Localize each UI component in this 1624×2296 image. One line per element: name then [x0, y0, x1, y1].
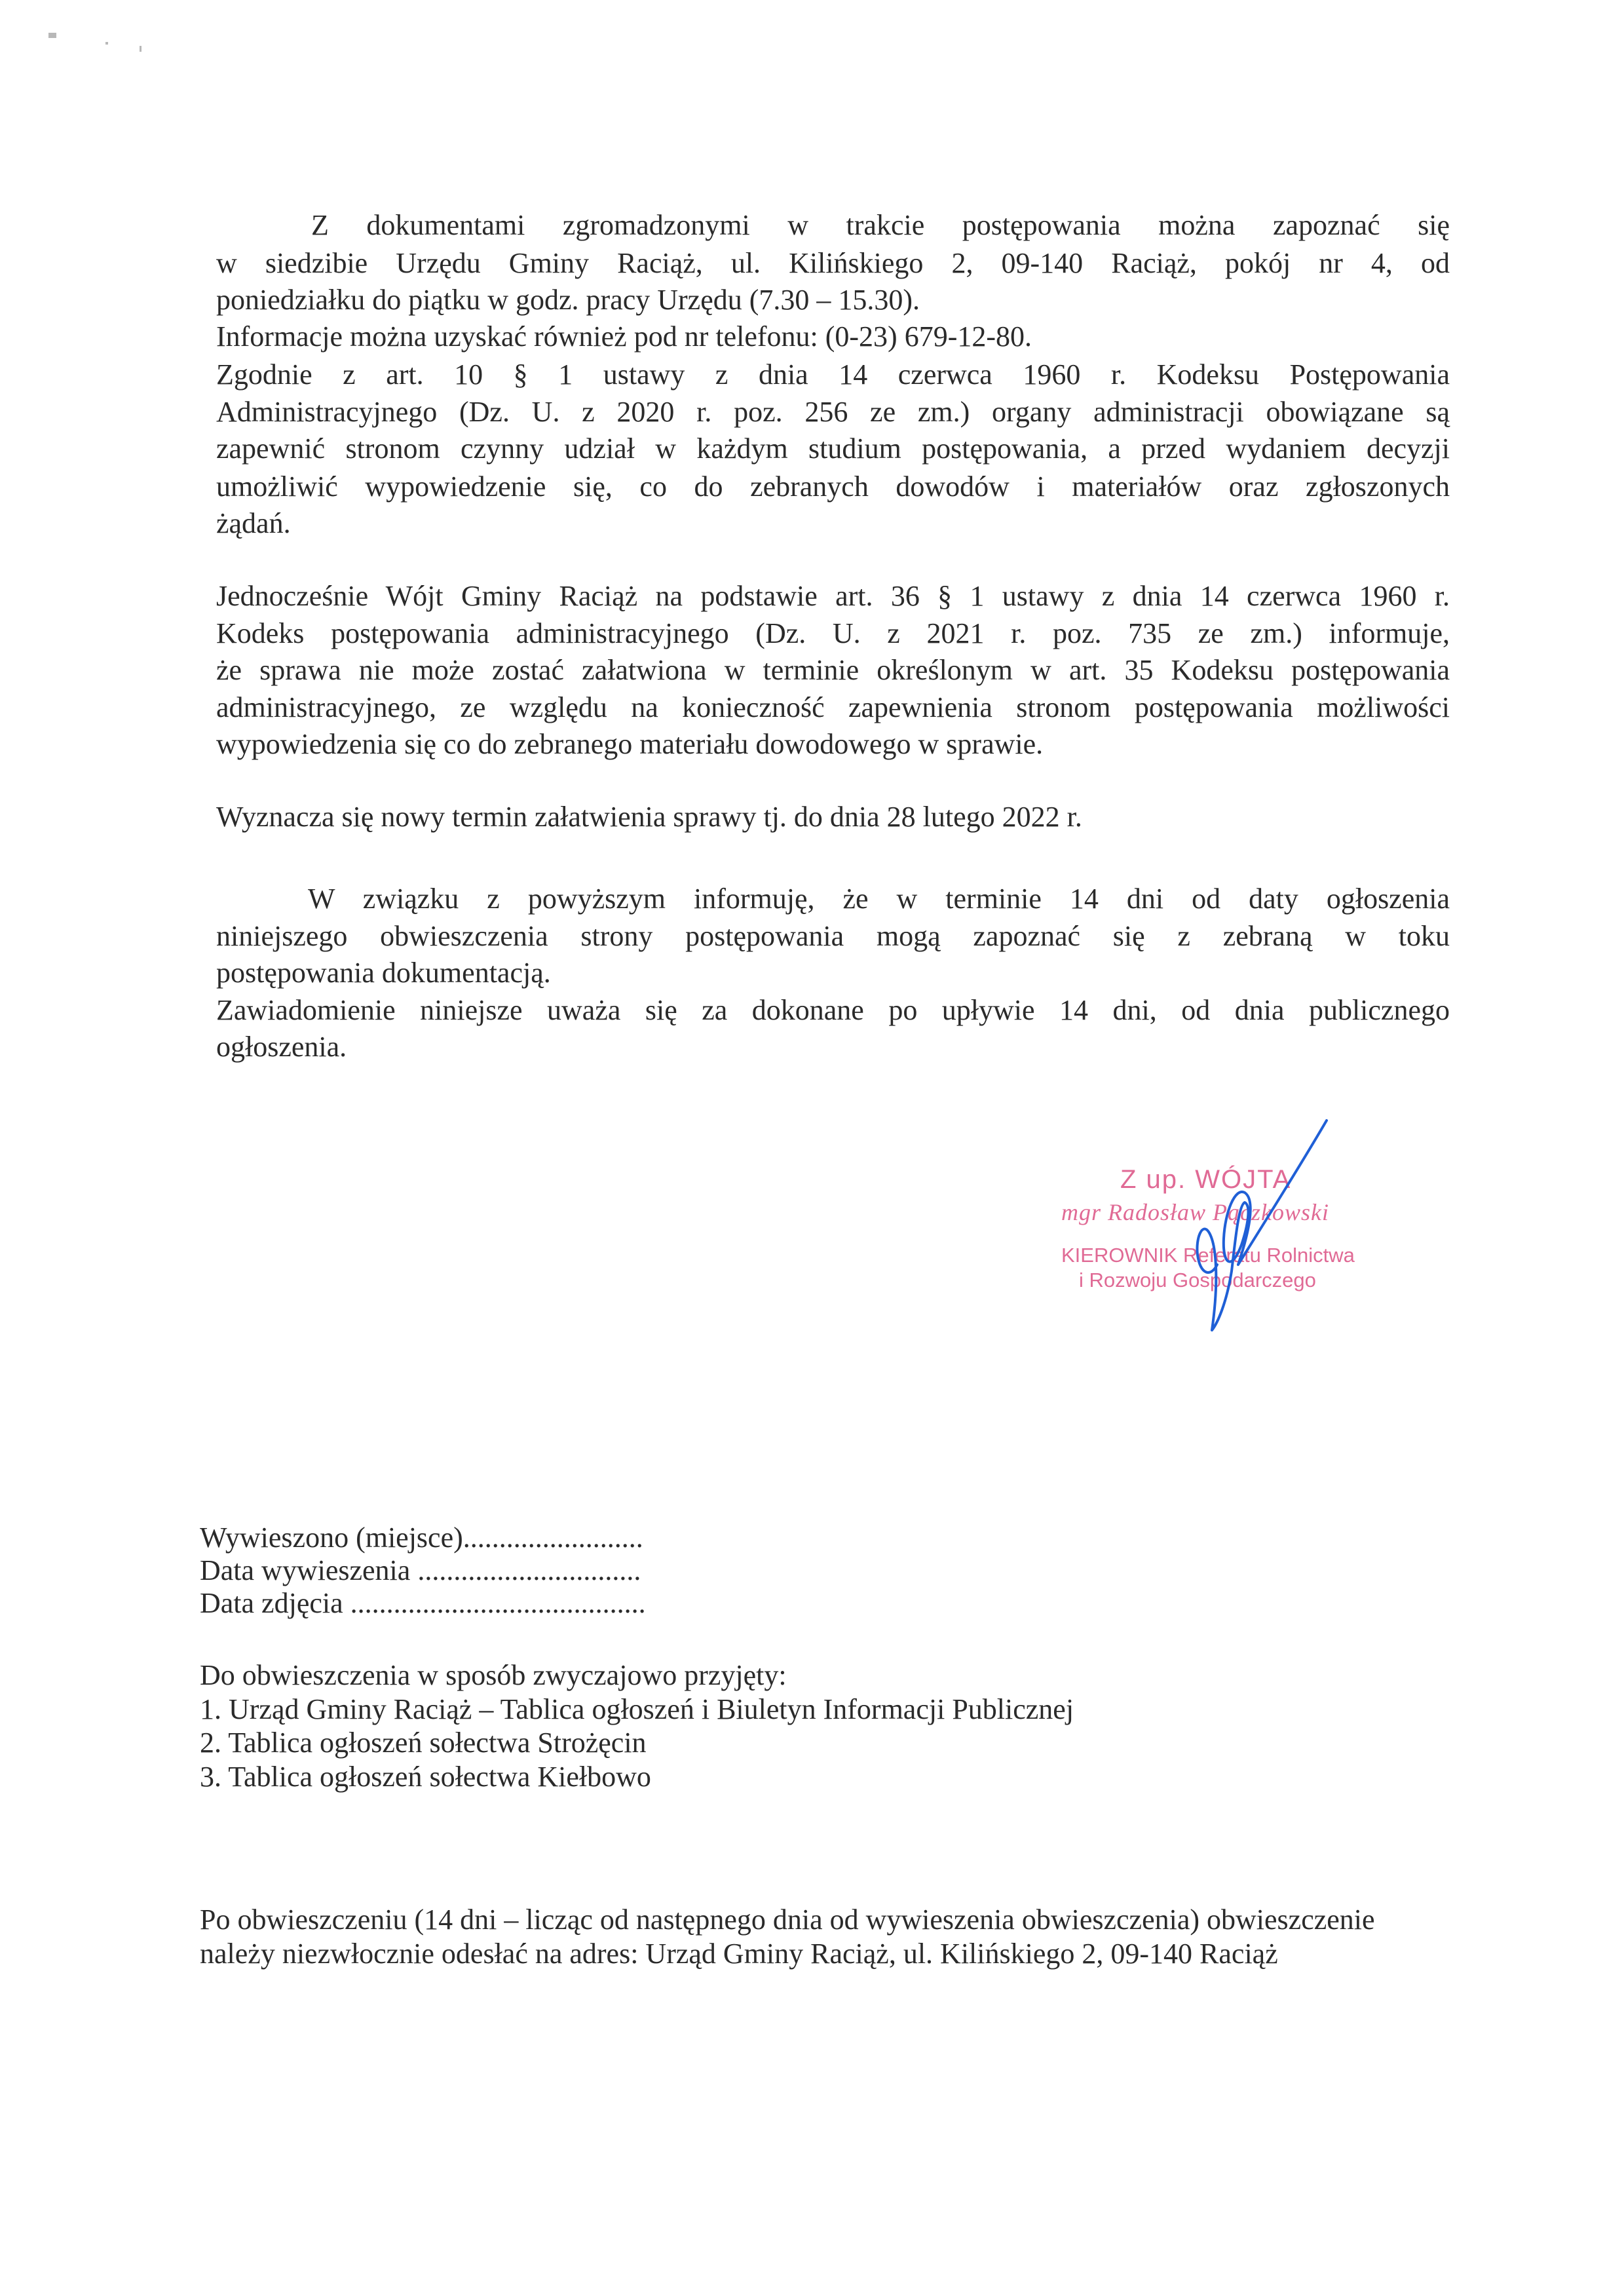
- stamp-title: KIEROWNIK Referatu Rolnictwa: [1061, 1244, 1355, 1267]
- text-line: Informacje można uzyskać również pod nr telefonu: (0-23) 679-12-80.: [216, 320, 1032, 353]
- text-line: postępowania dokumentacją.: [216, 957, 551, 989]
- text-line: Wyznacza się nowy termin załatwienia sprawy tj. do dnia 28 lutego 2022 r.: [216, 801, 1082, 833]
- text-line: Kodeks postępowania administracyjnego (Dz. U. z 2021 r. poz. 735 ze zm.) informuje,: [216, 617, 1450, 649]
- text-line: zapewnić stronom czynny udział w każdym studium postępowania, a przed wydaniem decyzji: [216, 432, 1450, 465]
- scan-artifact: [105, 42, 108, 45]
- text-line: żądań.: [216, 507, 291, 539]
- text-line: Jednocześnie Wójt Gminy Raciąż na podstawie art. 36 § 1 ustawy z dnia 14 czerwca 1960 r.: [216, 580, 1450, 612]
- list-item: 3. Tablica ogłoszeń sołectwa Kiełbowo: [200, 1761, 651, 1793]
- text-line: W związku z powyższym informuję, że w terminie 14 dni od daty ogłoszenia: [308, 883, 1450, 915]
- stamp-name: mgr Radosław Pączkowski: [1061, 1199, 1329, 1225]
- text-line: Administracyjnego (Dz. U. z 2020 r. poz. 256 ze zm.) organy administracji obowiązane są: [216, 396, 1450, 428]
- stamp-authorization: Z up. WÓJTA: [1120, 1165, 1292, 1194]
- text-line: poniedziałku do piątku w godz. pracy Urzędu (7.30 – 15.30).: [216, 284, 920, 316]
- field-label: Data zdjęcia: [200, 1587, 343, 1619]
- text-line: Zgodnie z art. 10 § 1 ustawy z dnia 14 czerwca 1960 r. Kodeksu Postępowania: [216, 358, 1450, 391]
- distribution-heading: Do obwieszczenia w sposób zwyczajowo przyjęty:: [200, 1659, 787, 1691]
- text-line: ogłoszenia.: [216, 1031, 347, 1063]
- form-field-posting-place: [200, 1523, 643, 1552]
- text-line: Po obwieszczeniu (14 dni – licząc od następnego dnia od wywieszenia obwieszczenia) obwieszczenie: [200, 1904, 1375, 1936]
- fill-in-dots: ...............................: [410, 1554, 641, 1586]
- scan-artifact: [48, 33, 56, 38]
- stamp-department: i Rozwoju Gospodarczego: [1079, 1269, 1316, 1292]
- text-line: należy niezwłocznie odesłać na adres: Urząd Gminy Raciąż, ul. Kilińskiego 2, 09-140 Raciąż: [200, 1938, 1278, 1970]
- text-line: wypowiedzenia się co do zebranego materiału dowodowego w sprawie.: [216, 728, 1044, 760]
- text-line: niniejszego obwieszczenia strony postępowania mogą zapoznać się z zebraną w toku: [216, 920, 1450, 952]
- text-line: w siedzibie Urzędu Gminy Raciąż, ul. Kilińskiego 2, 09-140 Raciąż, pokój nr 4, od: [216, 247, 1450, 279]
- fill-in-dots: .........................: [463, 1521, 643, 1554]
- text-line: administracyjnego, ze względu na konieczność zapewnienia stronom postępowania możliwości: [216, 691, 1450, 723]
- list-item: 2. Tablica ogłoszeń sołectwa Strożęcin: [200, 1727, 647, 1759]
- fill-in-dots: .........................................: [343, 1587, 646, 1619]
- list-item: 1. Urząd Gminy Raciąż – Tablica ogłoszeń i Biuletyn Informacji Publicznej: [200, 1693, 1074, 1725]
- scan-artifact: [140, 46, 142, 52]
- field-label: Data wywieszenia: [200, 1554, 411, 1586]
- handwritten-signature-icon: [1140, 1114, 1350, 1337]
- text-line: Zawiadomienie niniejsze uważa się za dokonane po upływie 14 dni, od dnia publicznego: [216, 994, 1450, 1026]
- text-line: że sprawa nie może zostać załatwiona w terminie określonym w art. 35 Kodeksu postępowania: [216, 654, 1450, 686]
- form-field-posting-date: [200, 1556, 641, 1585]
- text-line: umożliwić wypowiedzenie się, co do zebranych dowodów i materiałów oraz zgłoszonych: [216, 470, 1450, 503]
- text-line: Z dokumentami zgromadzonymi w trakcie postępowania można zapoznać się: [311, 209, 1450, 241]
- form-field-removal-date: [200, 1589, 646, 1618]
- field-label: Wywieszono (miejsce): [200, 1521, 463, 1554]
